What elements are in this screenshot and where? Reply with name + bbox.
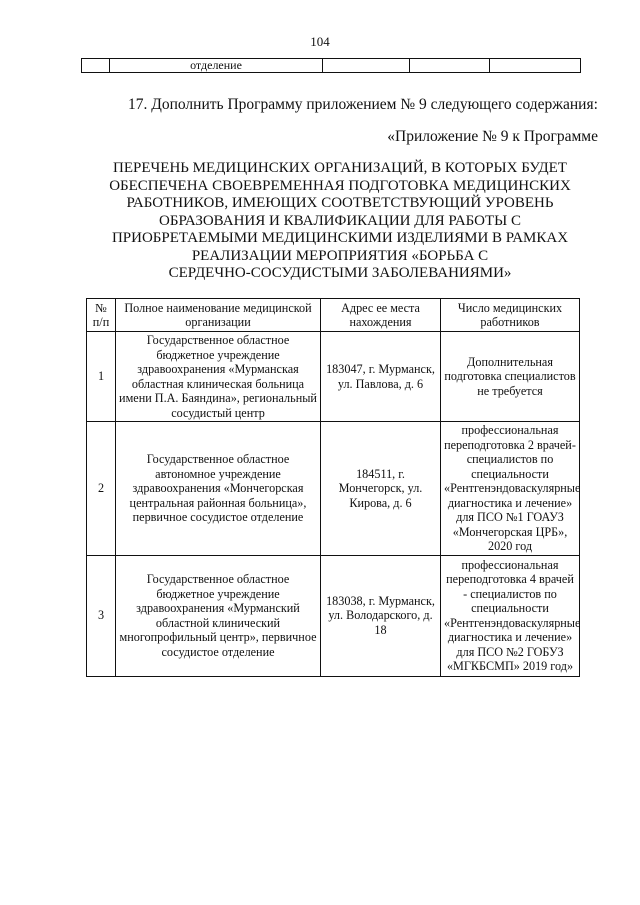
table-cell [490, 59, 581, 73]
table-cell [323, 59, 410, 73]
header-organization-name: Полное наименование медицинской организации [116, 299, 321, 332]
table-cell [410, 59, 490, 73]
page-number: 104 [310, 34, 330, 49]
table-header-row [87, 299, 580, 332]
heading-line: ОБРАЗОВАНИЯ И КВАЛИФИКАЦИИ ДЛЯ РАБОТЫ С [159, 212, 521, 229]
cell-organization-name: Государственное областное бюджетное учреждение здравоохранения «Мурманский областной клинический многопрофильный центр», первичное сосудистое отделение [116, 555, 321, 676]
cell-address: 183038, г. Мурманск, ул. Володарского, д. 18 [321, 555, 441, 676]
cell-workers: профессиональная переподготовка 4 врачей - специалистов по специальности «Рентгенэндоваскулярные диагностика и лечение» для ПСО №2 ГОБУЗ «МГКБСМП» 2019 год» [441, 555, 580, 676]
heading-line: ОБЕСПЕЧЕНА СВОЕВРЕМЕННАЯ ПОДГОТОВКА МЕДИЦИНСКИХ [109, 177, 571, 194]
previous-table-fragment [81, 58, 581, 73]
organizations-table [86, 298, 580, 677]
heading-line: СЕРДЕЧНО-СОСУДИСТЫМИ ЗАБОЛЕВАНИЯМИ» [168, 265, 512, 281]
appendix-reference: «Приложение № 9 к Программе [387, 128, 598, 145]
table-row [82, 59, 581, 73]
table-row [87, 555, 580, 676]
heading-line: ПЕРЕЧЕНЬ МЕДИЦИНСКИХ ОРГАНИЗАЦИЙ, В КОТОРЫХ БУДЕТ [113, 160, 567, 176]
heading-line: ПРИОБРЕТАЕМЫМИ МЕДИЦИНСКИМИ ИЗДЕЛИЯМИ В РАМКАХ [111, 230, 569, 246]
table-cell [82, 59, 110, 73]
heading-line: РАБОТНИКОВ, ИМЕЮЩИХ СООТВЕТСТВУЮЩИЙ УРОВЕНЬ [126, 195, 554, 211]
cell-organization-name: Государственное областное автономное учреждение здравоохранения «Мончегорская центральная районная больница», первичное сосудистое отделение [116, 422, 321, 556]
amendment-paragraph: 17. Дополнить Программу приложением № 9 следующего содержания: [128, 96, 598, 113]
cell-number: 1 [87, 332, 116, 422]
header-address: Адрес ее места нахождения [321, 299, 441, 332]
cell-address: 184511, г. Мончегорск, ул. Кирова, д. 6 [321, 422, 441, 556]
header-workers-count: Число медицинских работников [441, 299, 580, 332]
cell-organization-name: Государственное областное бюджетное учреждение здравоохранения «Мурманская областная клиническая больница имени П.А. Баяндина», региональный сосудистый центр [116, 332, 321, 422]
cell-number: 2 [87, 422, 116, 556]
table-row [87, 332, 580, 422]
cell-workers: Дополнительная подготовка специалистов не требуется [441, 332, 580, 422]
header-number: № п/п [87, 299, 116, 332]
cell-address: 183047, г. Мурманск, ул. Павлова, д. 6 [321, 332, 441, 422]
table-cell: отделение [110, 59, 323, 73]
table-row [87, 422, 580, 556]
cell-workers: профессиональная переподготовка 2 врачей-специалистов по специальности «Рентгенэндоваскулярные диагностика и лечение» для ПСО №1 ГОАУЗ «Мончегорская ЦРБ», 2020 год [441, 422, 580, 556]
document-heading [96, 160, 584, 283]
heading-line: РЕАЛИЗАЦИИ МЕРОПРИЯТИЯ «БОРЬБА С [191, 247, 489, 264]
cell-number: 3 [87, 555, 116, 676]
